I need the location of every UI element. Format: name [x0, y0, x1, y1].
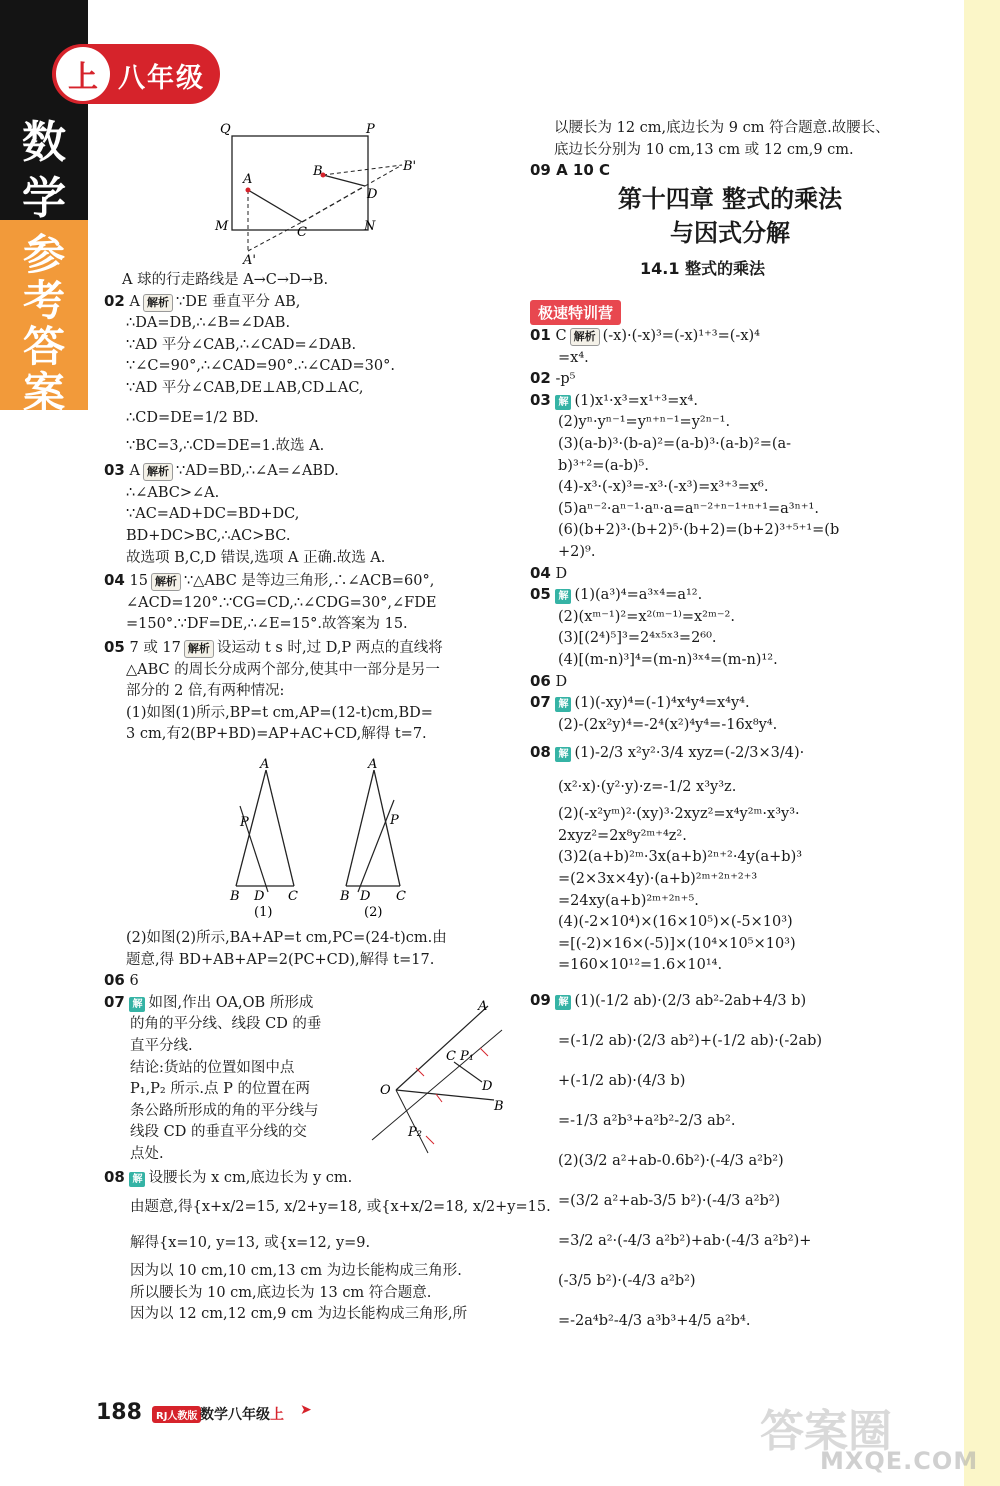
grade-text: 八年级	[118, 63, 205, 94]
grade-badge: 上	[56, 47, 110, 101]
answer-text: ∵AD 平分∠CAB,∴∠CAD=∠DAB.	[126, 336, 357, 353]
edition-badge: RJ人教版	[152, 1406, 201, 1423]
answer-choice: 15	[129, 573, 148, 590]
question-number: 02	[530, 369, 551, 388]
answer-text: (2)yⁿ·yⁿ⁻¹=yⁿ⁺ⁿ⁻¹=y²ⁿ⁻¹.	[558, 414, 731, 431]
svg-text:C: C	[396, 889, 406, 904]
answer-text: 设腰长为 x cm,底边长为 y cm.	[148, 1169, 353, 1186]
answer-text: 所以腰长为 10 cm,底边长为 13 cm 符合题意.	[130, 1284, 432, 1301]
answer-text: 因为以 10 cm,10 cm,13 cm 为边长能构成三角形.	[130, 1263, 462, 1280]
question-number: 04	[530, 563, 551, 582]
answer-text: ∵AD=BD,∴∠A=∠ABD.	[175, 463, 339, 480]
analysis-tag: 解析	[570, 328, 600, 346]
chapter-title-line: 与因式分解	[670, 219, 790, 247]
answer-line: 09 A 10 C	[530, 161, 611, 180]
svg-text:B': B'	[403, 159, 417, 174]
svg-text:C: C	[288, 889, 298, 904]
answer-text: =[(-2)×16×(-5)]×(10⁴×10⁵×10³)	[558, 935, 796, 952]
answer-text: =24xy(a+b)²ᵐ⁺²ⁿ⁺⁵.	[558, 892, 699, 909]
answer-text: (1)-2/3 x²y²·3/4 xyz=(-2/3×3/4)·	[574, 745, 805, 762]
figure-angle-bisector	[366, 998, 516, 1158]
question-number: 05	[104, 637, 125, 656]
right-column	[530, 326, 960, 1341]
analysis-tag: 解析	[143, 294, 173, 312]
answer-text: (1)(-xy)⁴=(-1)⁴x⁴y⁴=x⁴y⁴.	[574, 695, 750, 712]
answer-text: ∵AD 平分∠CAB,DE⊥AB,CD⊥AC,	[126, 379, 364, 396]
answer-text: ∴DA=DB,∴∠B=∠DAB.	[126, 315, 291, 332]
answer-text: ∵△ABC 是等边三角形,∴∠ACB=60°,	[183, 573, 435, 590]
question-number: 09	[530, 991, 551, 1010]
answer-text: (1)x¹·x³=x¹⁺³=x⁴.	[574, 392, 698, 409]
answer-text: (2)(3/2 a²+ab-0.6b²)·(-4/3 a²b²)	[558, 1153, 784, 1170]
svg-text:A: A	[243, 172, 253, 187]
answer-text: 2xyz²=2x⁸y²ᵐ⁺⁴z².	[558, 827, 687, 844]
answer-text: △ABC 的周长分成两个部分,使其中一部分是另一	[126, 661, 440, 678]
answer-text: (5)aⁿ⁻²·aⁿ⁻¹·aⁿ·a=aⁿ⁻²⁺ⁿ⁻¹⁺ⁿ⁺¹=a³ⁿ⁺¹.	[558, 500, 819, 517]
svg-text:M: M	[215, 219, 229, 234]
section-label: 参考答案	[22, 230, 65, 417]
answer-text: (3)[(2⁴)⁵]³=2⁴ˣ⁵ˣ³=2⁶⁰.	[558, 630, 717, 647]
answer-text: =-2a⁴b²-4/3 a³b³+4/5 a²b⁴.	[558, 1313, 751, 1330]
solution-tag: 解	[555, 395, 571, 410]
solution-tag: 解	[555, 747, 571, 762]
answer-text: (2)(-x²yᵐ)²·(xy)³·2xyz²=x⁴y²ᵐ·x³y³·	[558, 806, 800, 823]
answer-text: (-x)·(-x)³=(-x)¹⁺³=(-x)⁴	[602, 328, 760, 344]
answer-text: 点处.	[130, 1145, 164, 1162]
footer-volume: 上	[270, 1407, 284, 1423]
equation-solution: 解得{x=10, y=13, 或{x=12, y=9.	[130, 1235, 371, 1252]
question-number: 04	[104, 571, 125, 590]
answer-text: 以腰长为 12 cm,底边长为 9 cm 符合题意.故腰长、	[554, 120, 890, 136]
analysis-tag: 解析	[143, 463, 173, 481]
answer-text: (1)(-1/2 ab)·(2/3 ab²-2ab+4/3 b)	[574, 993, 807, 1010]
left-column	[104, 270, 514, 746]
answer-text: +(-1/2 ab)·(4/3 b)	[558, 1073, 686, 1090]
answer-text: =(-1/2 ab)·(2/3 ab²)+(-1/2 ab)·(-2ab)	[558, 1033, 823, 1050]
answer-choice: 7 或 17	[129, 639, 181, 656]
question-number: 03	[530, 390, 551, 409]
svg-text:D: D	[482, 1079, 493, 1094]
page-edge-strip	[964, 0, 1000, 1486]
answer-text: 3 cm,有2(BP+BD)=AP+AC+CD,解得 t=7.	[126, 726, 427, 743]
answer-text: A 球的行走路线是 A→C→D→B.	[122, 272, 329, 288]
equation-system: 由题意,得{x+x/2=15, x/2+y=18, 或{x+x/2=18, x/2+y=15.	[130, 1199, 551, 1216]
answer-choice: C	[555, 328, 567, 344]
answer-text: ∴∠ABC>∠A.	[126, 484, 220, 501]
answer-text: -p⁵	[555, 371, 576, 388]
answer-text: ∴CD=DE=1/2 BD.	[126, 409, 259, 426]
answer-text: b)³⁺²=(a-b)⁵.	[558, 457, 649, 474]
answer-text: =3/2 a²·(-4/3 a²b²)+ab·(-4/3 a²b²)+	[558, 1233, 812, 1250]
answer-text: (2)-(2x²y)⁴=-2⁴(x²)⁴y⁴=-16x⁸y⁴.	[558, 716, 778, 733]
figure-caption: (1)	[254, 905, 273, 920]
svg-text:D: D	[254, 889, 265, 904]
answer-text: =150°.∵DF=DE,∴∠E=15°.故答案为 15.	[126, 616, 408, 633]
answer-text: (4)[(m-n)³]⁴=(m-n)³ˣ⁴=(m-n)¹².	[558, 651, 778, 668]
svg-text:O: O	[380, 1083, 391, 1098]
chapter-title-line: 第十四章 整式的乘法	[617, 185, 843, 213]
solution-tag: 解	[129, 997, 145, 1012]
answer-text: =x⁴.	[558, 349, 589, 366]
answer-text: 部分的 2 倍,有两种情况:	[126, 683, 285, 700]
answer-text: (4)(-2×10⁴)×(16×10⁵)×(-5×10³)	[558, 914, 793, 931]
answer-choice: D	[555, 673, 568, 690]
svg-text:P₁: P₁	[460, 1049, 474, 1064]
subject-title: 数学	[22, 117, 66, 224]
svg-text:B: B	[494, 1099, 504, 1114]
page-number: 188	[96, 1400, 142, 1425]
answer-text: 条公路所形成的角的平分线与	[130, 1102, 319, 1119]
answer-text: (3)(a-b)³·(b-a)²=(a-b)³·(a-b)²=(a-	[558, 435, 792, 452]
answer-text: (-3/5 b²)·(-4/3 a²b²)	[558, 1273, 696, 1290]
answer-text: P₁,P₂ 所示.点 P 的位置在两	[130, 1081, 310, 1098]
svg-text:A: A	[260, 758, 270, 772]
solution-tag: 解	[129, 1172, 145, 1187]
answer-text: 故选项 B,C,D 错误,选项 A 正确.故选 A.	[126, 549, 386, 566]
answer-text: 直平分线.	[130, 1037, 193, 1054]
question-number: 05	[530, 585, 551, 604]
answer-choice: A	[129, 463, 140, 480]
answer-choice: A	[129, 293, 140, 310]
question-number: 08	[104, 1167, 125, 1186]
answer-text: 的角的平分线、线段 CD 的垂	[130, 1016, 322, 1033]
svg-text:P: P	[240, 815, 249, 830]
svg-text:D: D	[360, 889, 371, 904]
answer-text: 题意,得 BD+AB+AP=2(PC+CD),解得 t=17.	[126, 951, 435, 968]
question-number: 03	[104, 461, 125, 480]
answer-text: 线段 CD 的垂直平分线的交	[130, 1124, 307, 1141]
answer-text: +2)⁹.	[558, 543, 596, 560]
answer-choice: D	[555, 565, 568, 582]
watermark-logo	[760, 1395, 990, 1475]
svg-text:B: B	[313, 164, 323, 179]
figure-caption: (2)	[364, 905, 383, 920]
svg-text:A': A'	[243, 253, 256, 268]
answer-text: =160×10¹²=1.6×10¹⁴.	[558, 957, 723, 974]
chapter-title	[560, 182, 900, 250]
figure-triangles	[222, 758, 422, 923]
svg-text:C: C	[446, 1049, 456, 1064]
svg-text:D: D	[367, 187, 378, 202]
svg-text:A: A	[368, 758, 378, 772]
answer-text: =-1/3 a²b³+a²b²-2/3 ab².	[558, 1113, 736, 1130]
question-number: 08	[530, 743, 551, 762]
solution-tag: 解	[555, 995, 571, 1010]
solution-tag: 解	[555, 697, 571, 712]
answer-text: (x²·x)·(y²·y)·z=-1/2 x³y³z.	[558, 779, 737, 796]
answer-text: 设运动 t s 时,过 D,P 两点的直线将	[216, 639, 443, 656]
question-number: 06	[104, 971, 125, 990]
svg-text:N: N	[364, 219, 376, 234]
figure-rectangle	[210, 118, 440, 268]
answer-text: 如图,作出 OA,OB 所形成	[148, 994, 314, 1011]
training-banner: 极速特训营	[530, 300, 621, 325]
solution-tag: 解	[555, 589, 571, 604]
svg-text:A: A	[478, 999, 488, 1014]
answer-text: 底边长分别为 10 cm,13 cm 或 12 cm,9 cm.	[554, 141, 854, 158]
question-number: 07	[530, 693, 551, 712]
answer-text: (2)如图(2)所示,BA+AP=t cm,PC=(24-t)cm.由	[126, 930, 447, 946]
question-number: 02	[104, 291, 125, 310]
answer-text: (4)-x³·(-x)³=-x³·(-x³)=x³⁺³=x⁶.	[558, 479, 769, 496]
answer-text: 结论:货站的位置如图中点	[130, 1059, 295, 1076]
footer-title-text: 数学八年级	[200, 1407, 270, 1423]
svg-text:B: B	[230, 889, 240, 904]
answer-choice: 6	[129, 973, 139, 990]
svg-text:C: C	[297, 225, 307, 240]
answer-text: =(2×3x×4y)·(a+b)²ᵐ⁺²ⁿ⁺²⁺³	[558, 871, 758, 888]
right-column-top	[530, 118, 960, 179]
answer-text: (1)(a³)⁴=a³ˣ⁴=a¹².	[574, 587, 703, 604]
svg-text:P: P	[366, 122, 375, 137]
answer-text: ∵AC=AD+DC=BD+DC,	[126, 506, 300, 523]
svg-text:B: B	[340, 889, 350, 904]
analysis-tag: 解析	[151, 573, 181, 591]
answer-text: ∵BC=3,∴CD=DE=1.故选 A.	[126, 437, 325, 454]
question-number: 07	[104, 992, 125, 1011]
arrow-icon: ➤	[300, 1402, 312, 1418]
footer-book-title	[200, 1404, 284, 1424]
watermark-url: MXQE.COM	[820, 1447, 979, 1475]
question-number: 01	[530, 326, 551, 344]
analysis-tag: 解析	[184, 640, 214, 658]
answer-text: 因为以 12 cm,12 cm,9 cm 为边长能构成三角形,所	[130, 1306, 468, 1323]
answer-text: ∵DE 垂直平分 AB,	[175, 293, 301, 310]
answer-text: ∠ACD=120°.∵CG=CD,∴∠CDG=30°,∠FDE	[126, 594, 437, 611]
section-title: 14.1 整式的乘法	[640, 259, 766, 278]
svg-text:P₂: P₂	[408, 1125, 422, 1140]
svg-text:Q: Q	[220, 122, 231, 137]
answer-text: (3)2(a+b)²ᵐ·3x(a+b)²ⁿ⁺²·4y(a+b)³	[558, 849, 803, 866]
answer-text: =(3/2 a²+ab-3/5 b²)·(-4/3 a²b²)	[558, 1193, 781, 1210]
answer-text: (6)(b+2)³·(b+2)⁵·(b+2)=(b+2)³⁺⁵⁺¹=(b	[558, 522, 840, 539]
watermark-text: 答案圈	[760, 1406, 892, 1457]
svg-text:P: P	[390, 813, 399, 828]
answer-text: (1)如图(1)所示,BP=t cm,AP=(12-t)cm,BD=	[126, 704, 433, 721]
answer-text: ∵∠C=90°,∴∠CAD=90°.∴∠CAD=30°.	[126, 358, 395, 375]
answer-text: BD+DC>BC,∴AC>BC.	[126, 527, 291, 544]
question-number: 06	[530, 671, 551, 690]
answer-text: (2)(xᵐ⁻¹)²=x²⁽ᵐ⁻¹⁾=x²ᵐ⁻².	[558, 608, 735, 625]
